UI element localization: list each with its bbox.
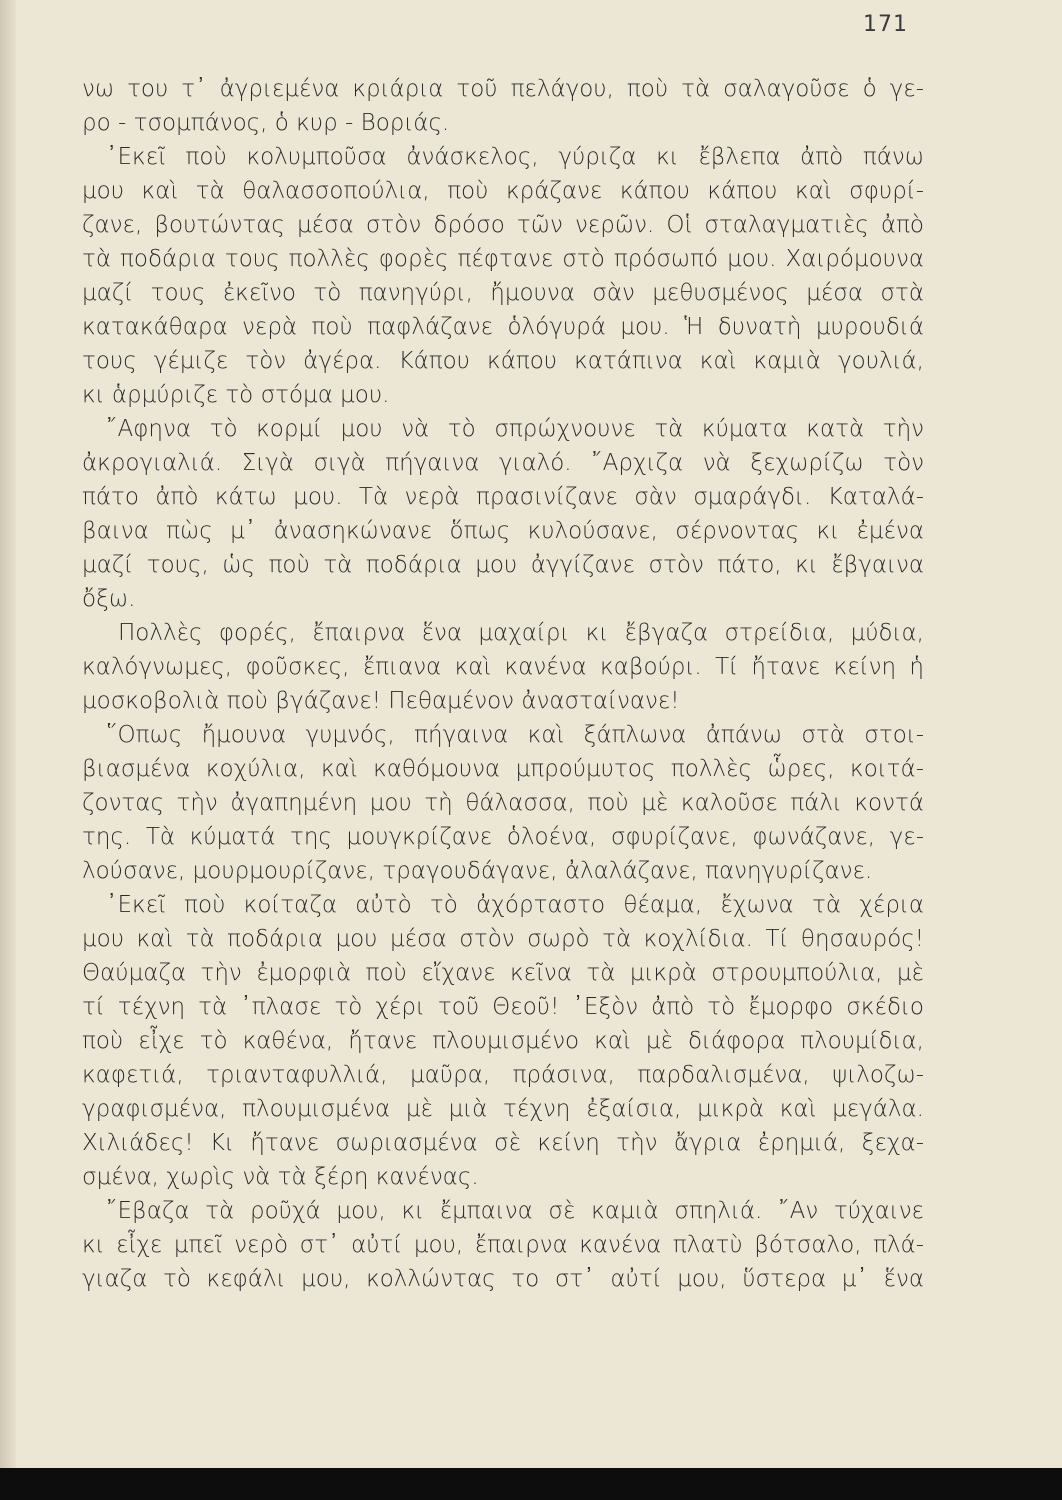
text-line: ζανε, βουτώντας μέσα στὸν δρόσο τῶν νερῶν. Οἱ σταλαγματιὲς ἀπὸ <box>82 212 924 238</box>
text-line: καλόγνωμες, φοῦσκες, ἔπιανα καὶ κανένα καβούρι. Τί ἤτανε κείνη ἡ <box>82 654 924 680</box>
text-line: της. Τὰ κύματά της μουγκρίζανε ὁλοένα, σφυρίζανε, φωνάζανε, γε- <box>82 824 924 850</box>
body-text <box>82 72 924 1296</box>
text-line: πάτο ἀπὸ κάτω μου. Τὰ νερὰ πρασινίζανε σὰν σμαράγδι. Καταλά- <box>82 484 924 510</box>
text-line: ᾽Εκεῖ ποὺ κολυμποῦσα ἀνάσκελος, γύριζα κι ἔβλεπα ἀπὸ πάνω <box>106 144 924 170</box>
text-line: μου καὶ τὰ ποδάρια μου μέσα στὸν σωρὸ τὰ κοχλίδια. Τί θησαυρός! <box>82 926 924 952</box>
text-line: μαζί τους, ὡς ποὺ τὰ ποδάρια μου ἀγγίζανε στὸν πάτο, κι ἔβγαινα <box>82 552 924 578</box>
binding-edge <box>0 0 16 1468</box>
text-line: καφετιά, τριανταφυλλιά, μαῦρα, πράσινα, παρδαλισμένα, ψιλοζω- <box>82 1062 924 1088</box>
text-line: ῞Οπως ἤμουνα γυμνός, πήγαινα καὶ ξάπλωνα ἀπάνω στὰ στοι- <box>106 722 924 748</box>
text-line: μου καὶ τὰ θαλασσοπούλια, ποὺ κράζανε κάπου κάπου καὶ σφυρί- <box>82 178 924 204</box>
text-line: ᾽Εκεῖ ποὺ κοίταζα αὐτὸ τὸ ἀχόρταστο θέαμα, ἔχωνα τὰ χέρια <box>106 892 924 918</box>
text-line: ἀκρογιαλιά. Σιγὰ σιγὰ πήγαινα γιαλό. ῎Αρχιζα νὰ ξεχωρίζω τὸν <box>82 450 924 476</box>
book-page <box>16 0 1062 1468</box>
text-line: ρο - τσομπάνος, ὁ κυρ - Βοριάς. <box>82 110 450 136</box>
text-line: τὰ ποδάρια τους πολλὲς φορὲς πέφτανε στὸ πρόσωπό μου. Χαιρόμουνα <box>82 246 924 272</box>
text-line: κι εἶχε μπεῖ νερὸ στ᾽ αὐτί μου, ἔπαιρνα κανένα πλατὺ βότσαλο, πλά- <box>82 1232 924 1258</box>
text-line: ῎Εβαζα τὰ ροῦχά μου, κι ἔμπαινα σὲ καμιὰ σπηλιά. ῎Αν τύχαινε <box>106 1198 924 1224</box>
page-number: 171 <box>863 12 908 37</box>
text-line: βαινα πὼς μ᾽ ἀνασηκώνανε ὅπως κυλούσανε, σέρνοντας κι ἐμένα <box>82 518 924 544</box>
text-line: τους γέμιζε τὸν ἀγέρα. Κάπου κάπου κατάπινα καὶ καμιὰ γουλιά, <box>82 348 924 374</box>
text-line: λούσανε, μουρμουρίζανε, τραγουδάγανε, ἀλαλάζανε, πανηγυρίζανε. <box>82 858 873 884</box>
text-line: Χιλιάδες! Κι ἤτανε σωριασμένα σὲ κείνη τὴν ἄγρια ἐρημιά, ξεχα- <box>82 1130 924 1156</box>
text-line: ῎Αφηνα τὸ κορμί μου νὰ τὸ σπρώχνουνε τὰ κύματα κατὰ τὴν <box>106 416 924 442</box>
text-line: γραφισμένα, πλουμισμένα μὲ μιὰ τέχνη ἐξαίσια, μικρὰ καὶ μεγάλα. <box>82 1096 924 1122</box>
text-line: σμένα, χωρὶς νὰ τὰ ξέρη κανένας. <box>82 1164 479 1190</box>
text-line: ὄξω. <box>82 586 136 612</box>
text-line: κι ἁρμύριζε τὸ στόμα μου. <box>82 382 390 408</box>
text-line: ζοντας τὴν ἀγαπημένη μου τὴ θάλασσα, ποὺ μὲ καλοῦσε πάλι κοντά <box>82 790 924 816</box>
text-line: Πολλὲς φορές, ἔπαιρνα ἕνα μαχαίρι κι ἔβγαζα στρείδια, μύδια, <box>118 620 924 646</box>
scan-bottom-border <box>0 1468 1062 1500</box>
text-line: μαζί τους ἐκεῖνο τὸ πανηγύρι, ἤμουνα σὰν μεθυσμένος μέσα στὰ <box>82 280 924 306</box>
text-line: νω του τ᾽ ἀγριεμένα κριάρια τοῦ πελάγου, ποὺ τὰ σαλαγοῦσε ὁ γε- <box>82 76 924 102</box>
text-line: ποὺ εἶχε τὸ καθένα, ἤτανε πλουμισμένο καὶ μὲ διάφορα πλουμίδια, <box>82 1028 924 1054</box>
text-line: μοσκοβολιὰ ποὺ βγάζανε! Πεθαμένον ἀνασταίνανε! <box>82 688 680 714</box>
text-line: βιασμένα κοχύλια, καὶ καθόμουνα μπρούμυτος πολλὲς ὧρες, κοιτά- <box>82 756 924 782</box>
text-line: Θαύμαζα τὴν ἐμορφιὰ ποὺ εἴχανε κεῖνα τὰ μικρὰ στρουμπούλια, μὲ <box>82 960 924 986</box>
text-line: κατακάθαρα νερὰ ποὺ παφλάζανε ὁλόγυρά μου. Ἡ δυνατὴ μυρουδιά <box>82 314 924 340</box>
text-line: γιαζα τὸ κεφάλι μου, κολλώντας το στ᾽ αὐτί μου, ὕστερα μ᾽ ἕνα <box>82 1266 924 1292</box>
text-line: τί τέχνη τὰ ᾽πλασε τὸ χέρι τοῦ Θεοῦ! ᾽Εξὸν ἀπὸ τὸ ἔμορφο σκέδιο <box>82 994 924 1020</box>
